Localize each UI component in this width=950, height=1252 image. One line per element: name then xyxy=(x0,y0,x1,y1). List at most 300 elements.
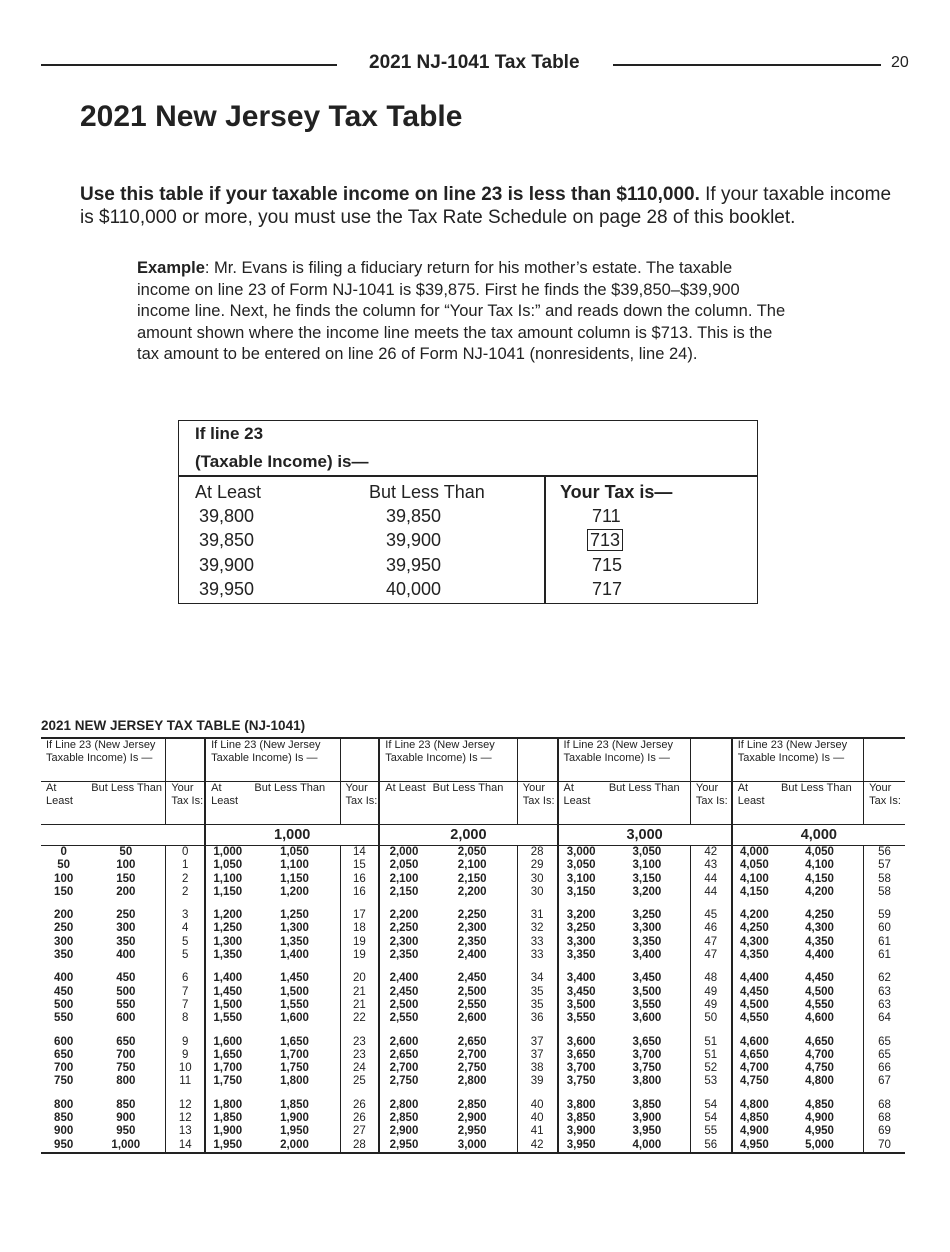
table-header-group-row xyxy=(41,738,905,782)
col-header-but-less: But Less Than xyxy=(604,782,691,825)
cell-at-least: 4,150 xyxy=(739,885,769,898)
header-rule-right xyxy=(613,64,881,66)
cell-tax: 57 xyxy=(878,859,891,872)
cell-tax: 32 xyxy=(517,922,557,935)
cell-tax: 44 xyxy=(690,873,731,886)
cell-but-less: 4,300 xyxy=(776,922,864,935)
cell-tax: 1 xyxy=(166,859,205,872)
example-row-but-less: 39,850 xyxy=(386,506,442,526)
table-row xyxy=(41,972,905,985)
cell-but-less: 600 xyxy=(86,1012,166,1025)
cell-tax: 22 xyxy=(340,1012,379,1025)
cell-tax: 69 xyxy=(878,1125,891,1138)
cell-tax: 40 xyxy=(517,1112,557,1125)
cell-tax: 6 xyxy=(166,972,205,985)
gap-cell xyxy=(249,899,340,909)
cell-but-less: 50 xyxy=(86,846,166,860)
cell-tax: 38 xyxy=(517,1062,557,1075)
gap-cell xyxy=(690,1026,731,1036)
cell-at-least: 4,300 xyxy=(739,935,769,948)
cell-tax: 43 xyxy=(690,859,731,872)
gap-cell xyxy=(776,1026,864,1036)
example-row-but-less: 39,900 xyxy=(386,530,442,551)
cell-at-least: 250 xyxy=(54,922,74,935)
cell-tax: 16 xyxy=(340,886,379,899)
gap-cell xyxy=(604,962,691,972)
intro-paragraph xyxy=(80,183,910,229)
group-header: If Line 23 (New Jersey Taxable Income) Is — xyxy=(205,738,340,782)
gap-cell xyxy=(379,962,427,972)
cell-tax: 23 xyxy=(340,1036,379,1049)
gap-cell xyxy=(776,899,864,909)
cell-but-less: 1,950 xyxy=(249,1125,340,1138)
cell-at-least: 1,700 xyxy=(213,1062,243,1075)
example-row-tax-value: 715 xyxy=(592,554,623,575)
cell-tax: 7 xyxy=(166,999,205,1012)
col-header-tax: Your Tax Is: xyxy=(690,782,731,825)
cell-but-less: 2,800 xyxy=(428,1075,518,1088)
cell-but-less: 3,750 xyxy=(604,1062,691,1075)
cell-at-least: 4,850 xyxy=(739,1112,769,1125)
col-header-but-less: But Less Than xyxy=(86,782,166,825)
cell-tax: 60 xyxy=(878,922,891,935)
cell-but-less: 4,650 xyxy=(776,1036,864,1049)
example-table-title-1: If line 23 xyxy=(195,424,264,443)
cell-tax: 18 xyxy=(340,922,379,935)
cell-tax: 27 xyxy=(340,1125,379,1138)
table-row xyxy=(41,1062,905,1075)
group-header-blank xyxy=(864,738,905,782)
cell-but-less: 3,900 xyxy=(604,1112,691,1125)
cell-tax: 42 xyxy=(690,846,731,860)
gap-cell xyxy=(732,1026,776,1036)
gap-cell xyxy=(379,1089,427,1099)
cell-but-less: 2,600 xyxy=(428,1012,518,1025)
cell-tax: 14 xyxy=(340,846,379,860)
cell-at-least: 900 xyxy=(54,1125,74,1138)
cell-at-least: 200 xyxy=(54,909,74,922)
cell-but-less: 350 xyxy=(86,936,166,949)
cell-but-less: 4,800 xyxy=(776,1075,864,1088)
cell-at-least: 350 xyxy=(54,949,74,962)
cell-but-less: 200 xyxy=(86,886,166,899)
intro-bold: Use this table if your taxable income on line 23 is less than $110,000. xyxy=(80,184,700,205)
cell-at-least: 800 xyxy=(54,1098,74,1111)
cell-at-least: 2,100 xyxy=(389,872,419,885)
gap-cell xyxy=(428,1089,518,1099)
cell-tax: 19 xyxy=(340,936,379,949)
row-gap xyxy=(41,899,905,909)
cell-at-least: 1,600 xyxy=(213,1035,243,1048)
cell-tax: 37 xyxy=(517,1036,557,1049)
cell-at-least: 3,750 xyxy=(566,1075,596,1088)
gap-cell xyxy=(379,899,427,909)
example-row-at-least: 39,800 xyxy=(199,506,255,526)
cell-tax: 15 xyxy=(340,859,379,872)
running-header-title: 2021 NJ-1041 Tax Table xyxy=(369,52,580,73)
example-row-at-least: 39,850 xyxy=(199,530,255,551)
gap-cell xyxy=(166,899,205,909)
cell-at-least: 1,150 xyxy=(213,885,243,898)
cell-but-less: 900 xyxy=(86,1112,166,1125)
gap-cell xyxy=(517,962,557,972)
gap-cell xyxy=(690,899,731,909)
cell-at-least: 4,600 xyxy=(739,1035,769,1048)
example-row-at-least: 39,900 xyxy=(199,554,255,575)
cell-at-least: 4,350 xyxy=(739,949,769,962)
col-header-at-least: At Least xyxy=(41,782,86,825)
cell-but-less: 2,300 xyxy=(428,922,518,935)
gap-cell xyxy=(428,899,518,909)
example-row-but-less: 40,000 xyxy=(386,578,442,599)
cell-at-least: 650 xyxy=(54,1048,74,1061)
gap-cell xyxy=(517,899,557,909)
cell-at-least: 1,450 xyxy=(213,985,243,998)
example-col-but-less: But Less Than xyxy=(369,482,485,502)
cell-tax: 5 xyxy=(166,949,205,962)
cell-at-least: 2,150 xyxy=(389,885,419,898)
cell-tax: 49 xyxy=(690,999,731,1012)
cell-but-less: 1,100 xyxy=(249,859,340,872)
cell-tax: 49 xyxy=(690,986,731,999)
cell-tax: 51 xyxy=(690,1036,731,1049)
cell-at-least: 2,050 xyxy=(389,859,419,872)
table-row xyxy=(41,1125,905,1138)
gap-cell xyxy=(864,1089,905,1099)
example-table-title-2: (Taxable Income) is— xyxy=(195,452,369,471)
cell-at-least: 3,500 xyxy=(566,998,596,1011)
cell-at-least: 4,250 xyxy=(739,922,769,935)
example-row-tax xyxy=(592,555,622,576)
cell-but-less: 3,200 xyxy=(604,886,691,899)
gap-cell xyxy=(41,899,86,909)
cell-tax: 10 xyxy=(166,1062,205,1075)
table-row xyxy=(41,1049,905,1062)
gap-cell xyxy=(864,899,905,909)
table-row xyxy=(41,1012,905,1025)
cell-but-less: 150 xyxy=(86,873,166,886)
cell-tax: 7 xyxy=(166,986,205,999)
cell-tax: 47 xyxy=(690,949,731,962)
gap-cell xyxy=(558,1089,604,1099)
example-row-tax xyxy=(592,506,621,527)
cell-at-least: 4,000 xyxy=(739,846,769,858)
cell-at-least: 4,800 xyxy=(739,1098,769,1111)
cell-at-least: 1,300 xyxy=(213,935,243,948)
cell-at-least: 2,450 xyxy=(389,985,419,998)
cell-tax: 62 xyxy=(878,972,891,985)
cell-tax: 31 xyxy=(517,909,557,922)
gap-cell xyxy=(517,1026,557,1036)
group-header: If Line 23 (New Jersey Taxable Income) Is — xyxy=(732,738,864,782)
cell-at-least: 1,200 xyxy=(213,909,243,922)
cell-tax: 44 xyxy=(690,886,731,899)
gap-cell xyxy=(732,962,776,972)
cell-but-less: 3,600 xyxy=(604,1012,691,1025)
cell-but-less: 2,050 xyxy=(428,846,518,860)
gap-cell xyxy=(604,1026,691,1036)
cell-at-least: 2,750 xyxy=(389,1075,419,1088)
cell-but-less: 500 xyxy=(86,986,166,999)
example-row-at-least: 39,950 xyxy=(199,578,255,599)
cell-at-least: 2,300 xyxy=(389,935,419,948)
cell-but-less: 4,050 xyxy=(776,846,864,860)
intro-rest: If your taxable income is $110,000 or more, you must use the Tax Rate Schedule on page 28 of this booklet. xyxy=(80,184,892,228)
example-row-but-less: 39,950 xyxy=(386,554,442,575)
cell-but-less: 3,300 xyxy=(604,922,691,935)
col-header-tax: Your Tax Is: xyxy=(340,782,379,825)
cell-at-least: 4,950 xyxy=(732,1139,776,1153)
cell-but-less: 2,350 xyxy=(428,936,518,949)
table-row xyxy=(41,1036,905,1049)
table-row xyxy=(41,986,905,999)
row-gap xyxy=(41,1026,905,1036)
cell-tax: 54 xyxy=(690,1112,731,1125)
gap-cell xyxy=(732,1089,776,1099)
table-row xyxy=(41,949,905,962)
cell-tax: 30 xyxy=(517,873,557,886)
cell-at-least: 3,850 xyxy=(566,1112,596,1125)
cell-tax: 28 xyxy=(517,846,557,860)
cell-at-least: 3,650 xyxy=(566,1048,596,1061)
cell-at-least: 450 xyxy=(54,985,74,998)
cell-at-least: 0 xyxy=(60,846,67,858)
cell-but-less: 4,600 xyxy=(776,1012,864,1025)
cell-tax: 33 xyxy=(517,949,557,962)
cell-tax: 64 xyxy=(878,1012,891,1025)
cell-but-less: 3,050 xyxy=(604,846,691,860)
cell-at-least: 2,400 xyxy=(389,972,419,985)
gap-cell xyxy=(340,1026,379,1036)
cell-but-less: 2,000 xyxy=(249,1139,340,1153)
cell-at-least: 100 xyxy=(54,872,74,885)
cell-at-least: 1,550 xyxy=(213,1012,243,1025)
gap-cell xyxy=(340,899,379,909)
cell-but-less: 1,750 xyxy=(249,1062,340,1075)
gap-cell xyxy=(249,1089,340,1099)
example-col-tax: Your Tax is— xyxy=(560,482,673,502)
gap-cell xyxy=(205,1026,249,1036)
cell-but-less: 3,500 xyxy=(604,986,691,999)
highlighted-tax-value: 713 xyxy=(587,529,623,551)
cell-at-least: 4,750 xyxy=(739,1075,769,1088)
cell-at-least: 3,700 xyxy=(566,1062,596,1075)
cell-tax: 3 xyxy=(166,909,205,922)
cell-but-less: 1,450 xyxy=(249,972,340,985)
cell-but-less: 4,250 xyxy=(776,909,864,922)
cell-but-less: 250 xyxy=(86,909,166,922)
gap-cell xyxy=(864,1026,905,1036)
gap-cell xyxy=(558,962,604,972)
cell-but-less: 3,650 xyxy=(604,1036,691,1049)
example-paragraph xyxy=(137,258,787,366)
cell-tax: 54 xyxy=(690,1099,731,1112)
cell-at-least: 4,050 xyxy=(739,859,769,872)
table-row xyxy=(41,1099,905,1112)
thousands-row xyxy=(41,825,905,846)
cell-at-least: 3,900 xyxy=(566,1125,596,1138)
cell-tax: 36 xyxy=(517,1012,557,1025)
gap-cell xyxy=(41,962,86,972)
gap-cell xyxy=(86,899,166,909)
cell-at-least: 2,650 xyxy=(389,1048,419,1061)
cell-but-less: 2,700 xyxy=(428,1049,518,1062)
cell-at-least: 1,050 xyxy=(213,859,243,872)
example-table-divider xyxy=(179,475,757,477)
cell-tax: 30 xyxy=(517,886,557,899)
cell-at-least: 4,400 xyxy=(739,972,769,985)
gap-cell xyxy=(249,1026,340,1036)
cell-tax: 20 xyxy=(340,972,379,985)
cell-but-less: 1,200 xyxy=(249,886,340,899)
cell-tax: 40 xyxy=(517,1099,557,1112)
cell-at-least: 1,350 xyxy=(213,949,243,962)
cell-but-less: 5,000 xyxy=(776,1139,864,1153)
row-gap xyxy=(41,962,905,972)
cell-tax: 56 xyxy=(878,846,891,858)
cell-tax: 47 xyxy=(690,936,731,949)
cell-at-least: 3,450 xyxy=(566,985,596,998)
table-row xyxy=(41,936,905,949)
cell-but-less: 4,850 xyxy=(776,1099,864,1112)
cell-but-less: 3,950 xyxy=(604,1125,691,1138)
cell-but-less: 4,100 xyxy=(776,859,864,872)
cell-but-less: 1,350 xyxy=(249,936,340,949)
cell-but-less: 3,550 xyxy=(604,999,691,1012)
col-header-at-least: At Least xyxy=(558,782,604,825)
gap-cell xyxy=(379,1026,427,1036)
cell-but-less: 1,000 xyxy=(86,1139,166,1153)
table-row xyxy=(41,1112,905,1125)
table-row xyxy=(41,1075,905,1088)
cell-tax: 16 xyxy=(340,873,379,886)
cell-at-least: 4,500 xyxy=(739,998,769,1011)
cell-but-less: 100 xyxy=(86,859,166,872)
cell-but-less: 1,550 xyxy=(249,999,340,1012)
cell-at-least: 2,500 xyxy=(389,998,419,1011)
cell-tax: 41 xyxy=(517,1125,557,1138)
cell-but-less: 1,650 xyxy=(249,1036,340,1049)
cell-but-less: 2,500 xyxy=(428,986,518,999)
gap-cell xyxy=(604,899,691,909)
cell-but-less: 750 xyxy=(86,1062,166,1075)
cell-tax: 39 xyxy=(517,1075,557,1088)
col-header-but-less: But Less Than xyxy=(776,782,864,825)
cell-but-less: 1,850 xyxy=(249,1099,340,1112)
gap-cell xyxy=(249,962,340,972)
cell-tax: 4 xyxy=(166,922,205,935)
cell-but-less: 3,700 xyxy=(604,1049,691,1062)
gap-cell xyxy=(86,1026,166,1036)
cell-at-least: 50 xyxy=(57,859,71,872)
gap-cell xyxy=(428,1026,518,1036)
gap-cell xyxy=(205,962,249,972)
cell-but-less: 3,250 xyxy=(604,909,691,922)
running-header xyxy=(0,52,950,78)
cell-at-least: 3,950 xyxy=(558,1139,604,1153)
cell-at-least: 2,850 xyxy=(389,1112,419,1125)
cell-tax: 52 xyxy=(690,1062,731,1075)
cell-at-least: 750 xyxy=(54,1075,74,1088)
cell-tax: 58 xyxy=(878,872,891,885)
cell-at-least: 1,850 xyxy=(213,1112,243,1125)
gap-cell xyxy=(41,1089,86,1099)
cell-but-less: 2,400 xyxy=(428,949,518,962)
cell-but-less: 2,650 xyxy=(428,1036,518,1049)
cell-tax: 65 xyxy=(878,1035,891,1048)
thousand-label: 3,000 xyxy=(558,825,732,846)
example-col-at-least: At Least xyxy=(195,482,262,502)
cell-tax: 35 xyxy=(517,986,557,999)
cell-but-less: 2,250 xyxy=(428,909,518,922)
gap-cell xyxy=(205,1089,249,1099)
group-header-blank xyxy=(166,738,205,782)
cell-but-less: 4,950 xyxy=(776,1125,864,1138)
cell-but-less: 2,850 xyxy=(428,1099,518,1112)
cell-at-least: 3,800 xyxy=(566,1098,596,1111)
cell-tax: 2 xyxy=(166,873,205,886)
cell-but-less: 1,250 xyxy=(249,909,340,922)
cell-tax: 50 xyxy=(690,1012,731,1025)
gap-cell xyxy=(166,1026,205,1036)
cell-at-least: 2,200 xyxy=(389,909,419,922)
cell-tax: 63 xyxy=(878,985,891,998)
table-row xyxy=(41,909,905,922)
cell-but-less: 4,450 xyxy=(776,972,864,985)
group-header: If Line 23 (New Jersey Taxable Income) Is — xyxy=(41,738,166,782)
cell-but-less: 300 xyxy=(86,922,166,935)
cell-but-less: 3,800 xyxy=(604,1075,691,1088)
cell-but-less: 4,150 xyxy=(776,873,864,886)
cell-at-least: 4,700 xyxy=(739,1062,769,1075)
table-row xyxy=(41,1139,905,1153)
group-header-blank xyxy=(340,738,379,782)
cell-tax: 26 xyxy=(340,1099,379,1112)
cell-at-least: 400 xyxy=(54,972,74,985)
cell-but-less: 550 xyxy=(86,999,166,1012)
cell-but-less: 4,550 xyxy=(776,999,864,1012)
cell-tax: 68 xyxy=(878,1112,891,1125)
table-row xyxy=(41,859,905,872)
cell-but-less: 4,500 xyxy=(776,986,864,999)
cell-but-less: 1,700 xyxy=(249,1049,340,1062)
cell-at-least: 4,650 xyxy=(739,1048,769,1061)
gap-cell xyxy=(166,962,205,972)
cell-tax: 13 xyxy=(166,1125,205,1138)
cell-tax: 68 xyxy=(878,1098,891,1111)
cell-tax: 33 xyxy=(517,936,557,949)
cell-but-less: 3,400 xyxy=(604,949,691,962)
cell-at-least: 4,450 xyxy=(739,985,769,998)
cell-at-least: 2,800 xyxy=(389,1098,419,1111)
cell-tax: 63 xyxy=(878,998,891,1011)
cell-at-least: 3,000 xyxy=(566,846,596,858)
cell-at-least: 600 xyxy=(54,1035,74,1048)
cell-tax: 8 xyxy=(166,1012,205,1025)
group-header-blank xyxy=(517,738,557,782)
gap-cell xyxy=(86,1089,166,1099)
gap-cell xyxy=(558,899,604,909)
cell-tax: 9 xyxy=(166,1036,205,1049)
cell-tax: 34 xyxy=(517,972,557,985)
cell-but-less: 450 xyxy=(86,972,166,985)
cell-at-least: 1,500 xyxy=(213,998,243,1011)
cell-at-least: 2,000 xyxy=(389,846,419,858)
cell-but-less: 4,900 xyxy=(776,1112,864,1125)
cell-tax: 25 xyxy=(340,1075,379,1088)
cell-tax: 14 xyxy=(166,1139,205,1153)
cell-but-less: 850 xyxy=(86,1099,166,1112)
